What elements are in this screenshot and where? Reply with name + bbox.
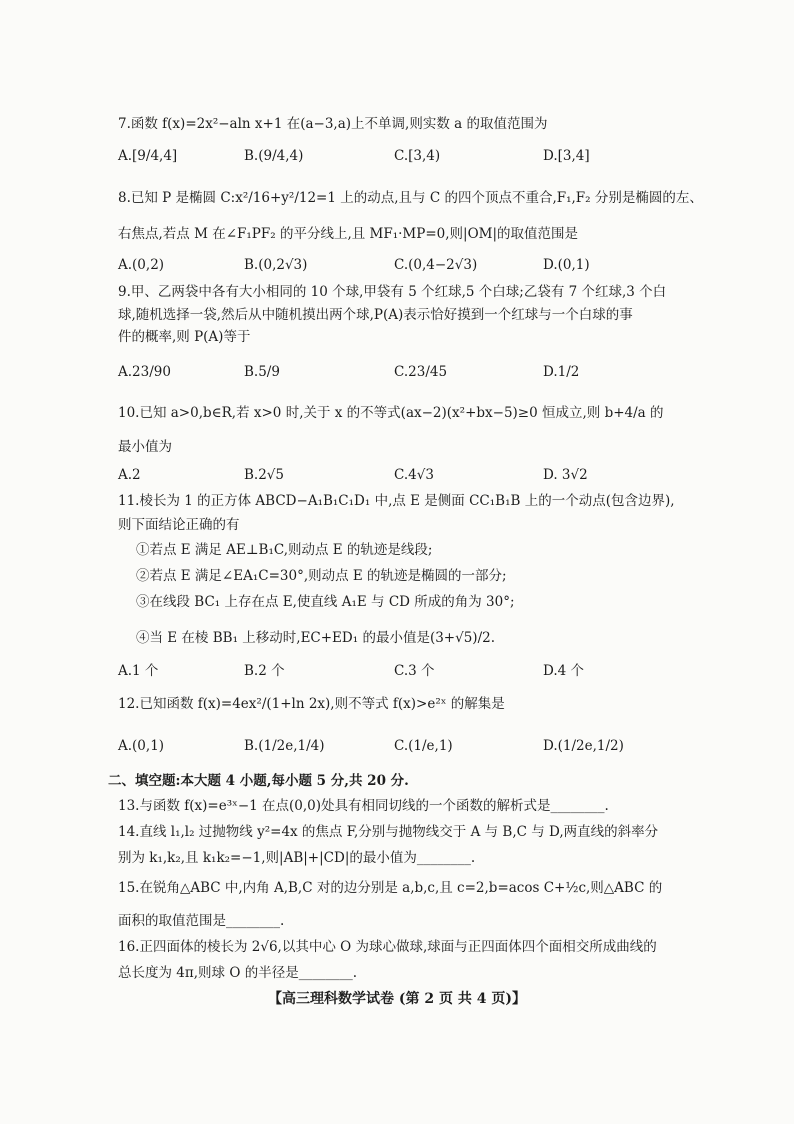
q12-option-c: C.(1/e,1) [394,738,453,754]
q8-option-c: C.(0,4−2√3) [394,257,478,273]
q15-line1: 15.在锐角△ABC 中,内角 A,B,C 对的边分别是 a,b,c,且 c=2,b=acos C+½c,则△ABC 的 [118,880,663,896]
q7-option-c: C.[3,4) [394,148,441,164]
q9-option-b: B.5/9 [244,364,280,380]
q15-line2: 面积的取值范围是________. [118,913,285,929]
q10-option-a: A.2 [118,467,141,483]
q8-option-b: B.(0,2√3) [244,257,308,273]
q11-option-b: B.2 个 [244,663,285,679]
q11-option-a: A.1 个 [118,663,159,679]
q11-statement-1: ①若点 E 满足 AE⊥B₁C,则动点 E 的轨迹是线段; [136,542,433,558]
section-fill-in-title: 二、填空题:本大题 4 小题,每小题 5 分,共 20 分. [108,773,409,789]
q13: 13.与函数 f(x)=e³ˣ−1 在点(0,0)处具有相同切线的一个函数的解析式是________. [118,798,609,814]
q9-line3: 件的概率,则 P(A)等于 [118,329,251,345]
q14-line1: 14.直线 l₁,l₂ 过抛物线 y²=4x 的焦点 F,分别与抛物线交于 A 与 B,C 与 D,两直线的斜率分 [118,824,659,840]
q9-line1: 9.甲、乙两袋中各有大小相同的 10 个球,甲袋有 5 个红球,5 个白球;乙袋有 7 个红球,3 个白 [118,284,667,300]
q10-option-b: B.2√5 [244,467,284,483]
q12-option-b: B.(1/2e,1/4) [244,738,325,754]
page-footer: 【高三理科数学试卷 (第 2 页 共 4 页)】 [268,991,526,1007]
q8-option-d: D.(0,1) [543,257,590,273]
q11-line1: 11.棱长为 1 的正方体 ABCD−A₁B₁C₁D₁ 中,点 E 是侧面 CC₁B₁B 上的一个动点(包含边界), [118,493,675,509]
q16-line2: 总长度为 4π,则球 O 的半径是________. [118,965,357,981]
q10-option-d: D. 3√2 [543,467,588,483]
q11-statement-4: ④当 E 在棱 BB₁ 上移动时,EC+ED₁ 的最小值是(3+√5)/2. [136,630,495,646]
q12-option-d: D.(1/2e,1/2) [543,738,624,754]
q10-option-c: C.4√3 [394,467,434,483]
q9-option-a: A.23/90 [118,364,171,380]
q11-statement-3: ③在线段 BC₁ 上存在点 E,使直线 A₁E 与 CD 所成的角为 30°; [136,594,515,610]
q16-line1: 16.正四面体的棱长为 2√6,以其中心 O 为球心做球,球面与正四面体四个面相交所成曲线的 [118,939,657,955]
q8-line1: 8.已知 P 是椭圆 C:x²/16+y²/12=1 上的动点,且与 C 的四个顶点不重合,F₁,F₂ 分别是椭圆的左、 [118,190,703,206]
q10-line1: 10.已知 a>0,b∈R,若 x>0 时,关于 x 的不等式(ax−2)(x²+bx−5)≥0 恒成立,则 b+4/a 的 [118,405,664,421]
q11-option-c: C.3 个 [394,663,435,679]
q7-option-d: D.[3,4] [543,148,590,164]
q7-option-b: B.(9/4,4) [244,148,304,164]
q12-stem: 12.已知函数 f(x)=4ex²/(1+ln 2x),则不等式 f(x)>e²ˣ 的解集是 [118,696,505,712]
q8-option-a: A.(0,2) [118,257,165,273]
q9-line2: 球,随机选择一袋,然后从中随机摸出两个球,P(A)表示恰好摸到一个红球与一个白球的事 [118,307,633,323]
q14-line2: 别为 k₁,k₂,且 k₁k₂=−1,则|AB|+|CD|的最小值为________. [118,850,476,866]
q11-option-d: D.4 个 [543,663,585,679]
q7-option-a: A.[9/4,4] [118,148,178,164]
q7-stem: 7.函数 f(x)=2x²−aln x+1 在(a−3,a)上不单调,则实数 a 的取值范围为 [118,116,548,132]
q10-line2: 最小值为 [118,439,172,455]
q12-option-a: A.(0,1) [118,738,165,754]
q11-statement-2: ②若点 E 满足∠EA₁C=30°,则动点 E 的轨迹是椭圆的一部分; [136,568,507,584]
q11-line2: 则下面结论正确的有 [118,517,240,533]
q9-option-c: C.23/45 [394,364,448,380]
q8-line2: 右焦点,若点 M 在∠F₁PF₂ 的平分线上,且 MF₁·MP=0,则|OM|的取值范围是 [118,226,579,242]
q9-option-d: D.1/2 [543,364,580,380]
